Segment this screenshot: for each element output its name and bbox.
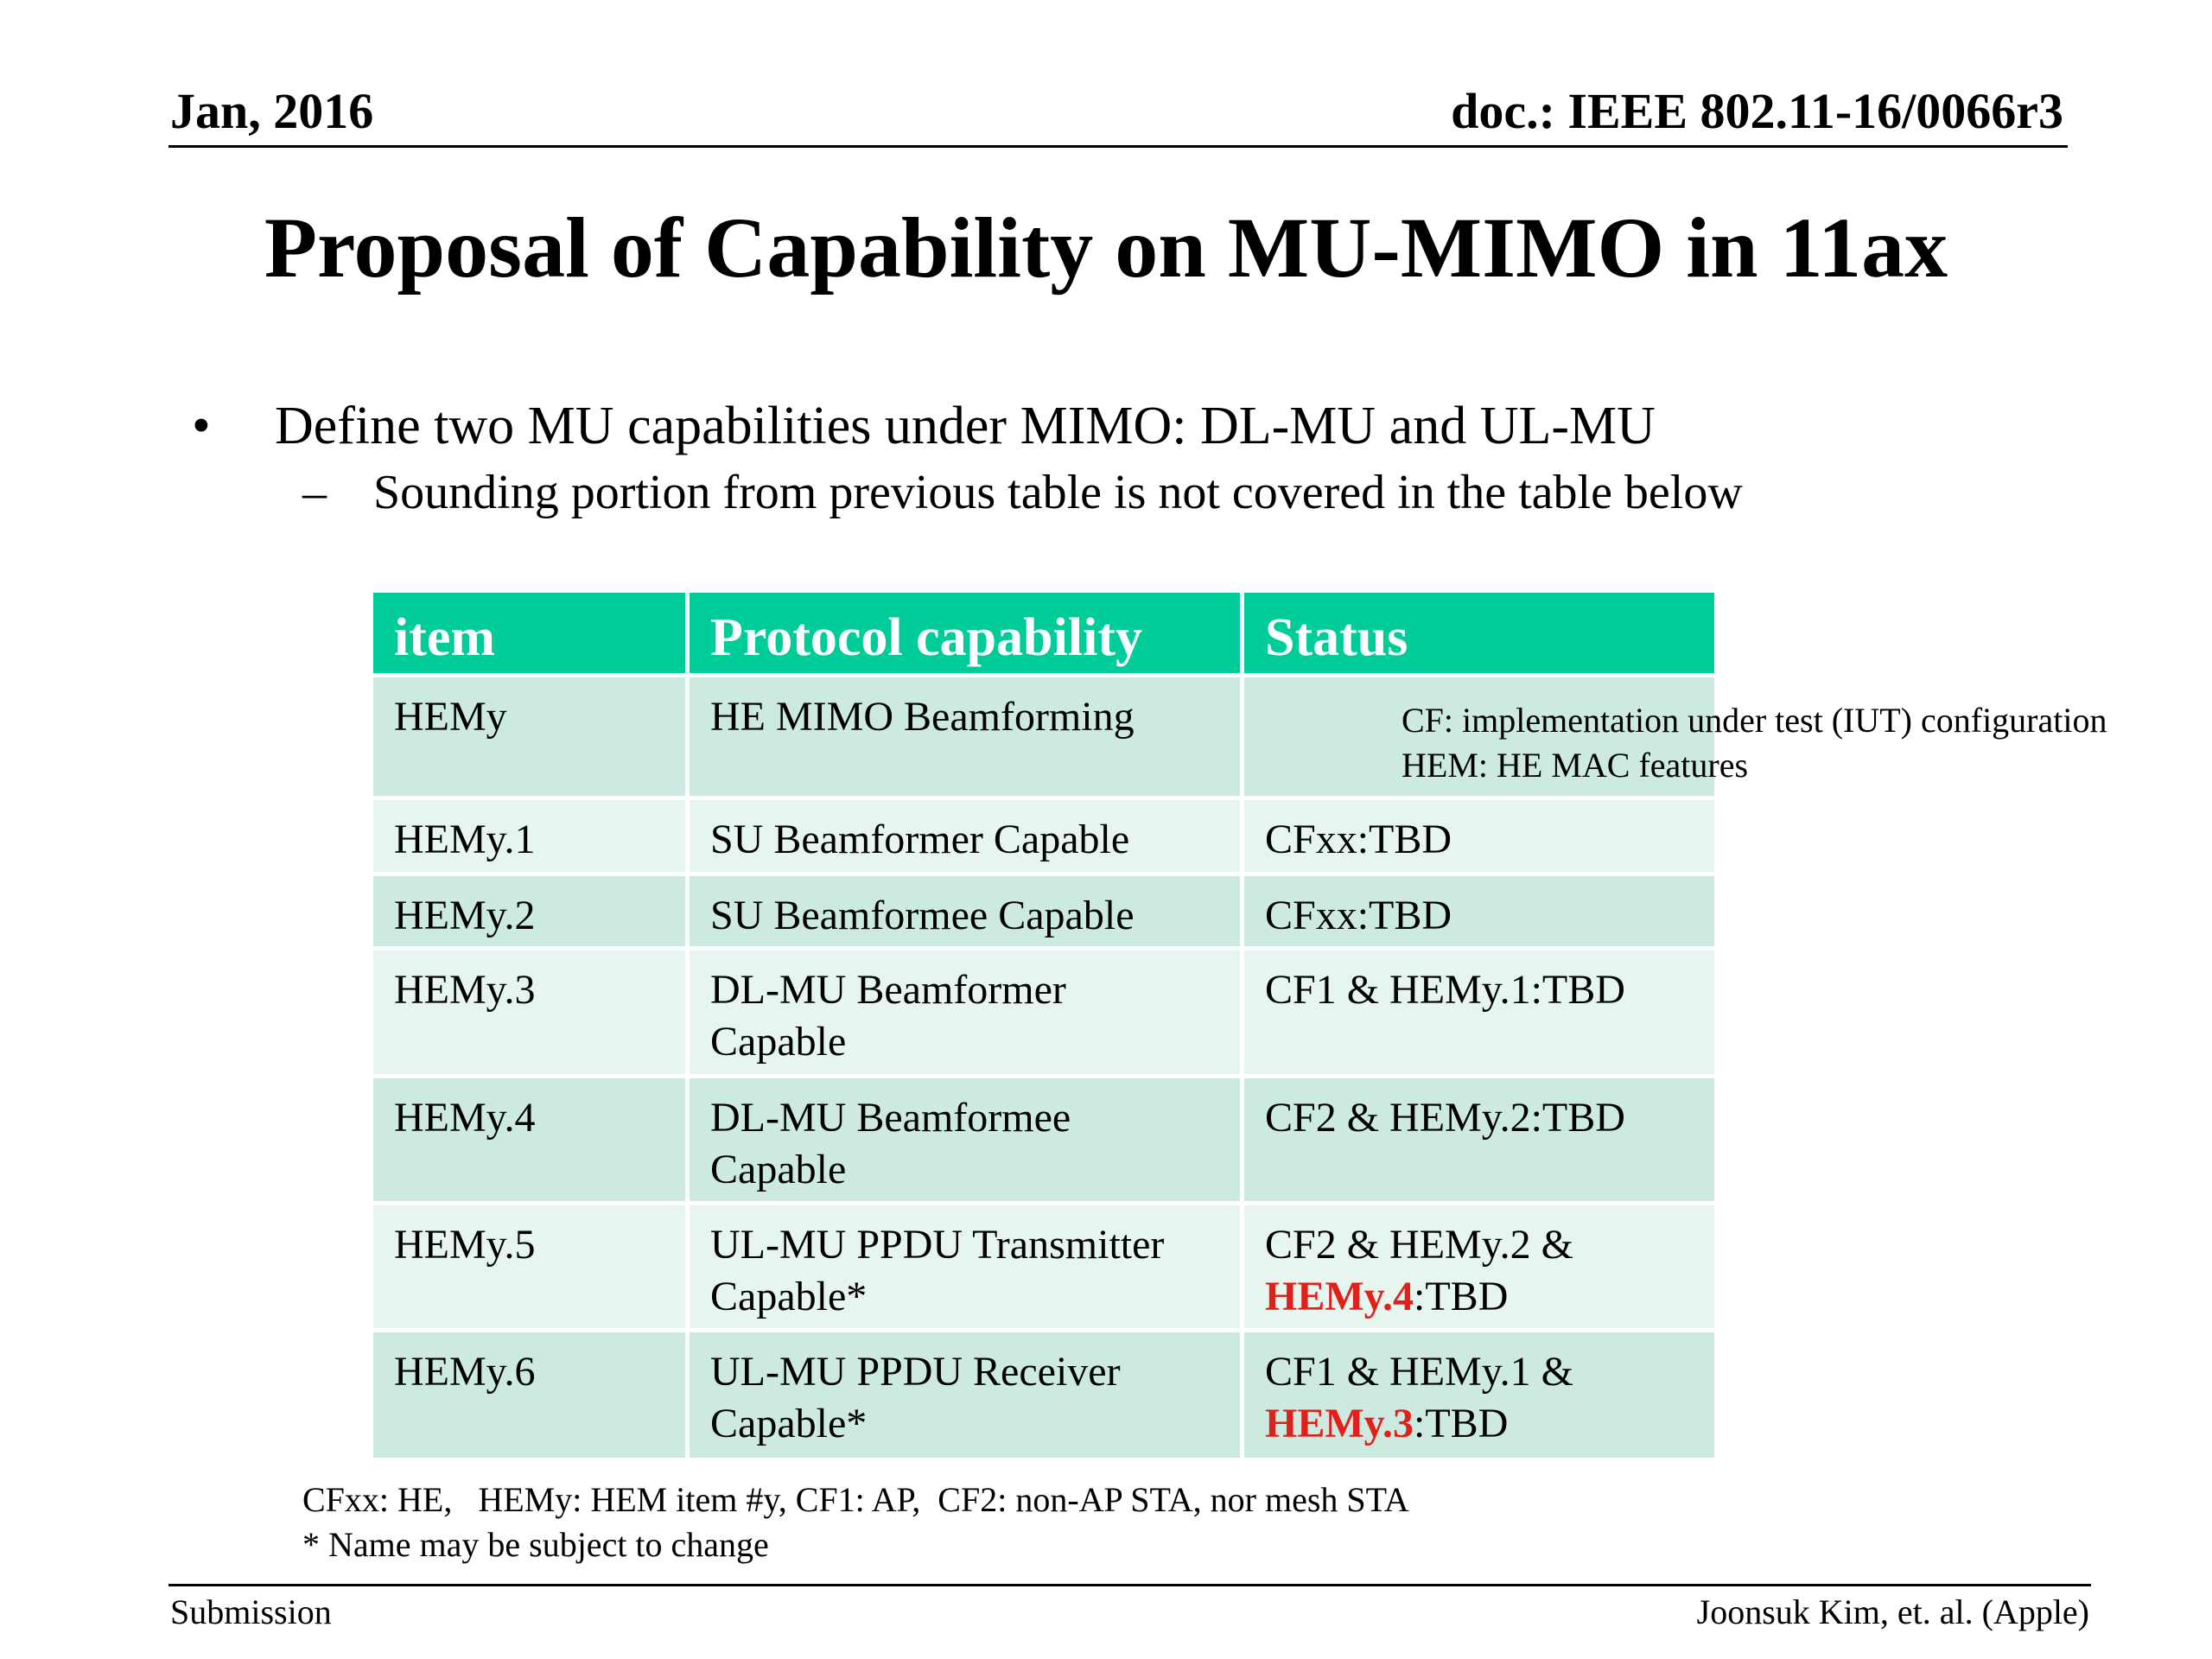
- capability-cell: [690, 950, 1244, 1074]
- table-row: [373, 1332, 1714, 1458]
- status-cell: CFxx:TBD: [1265, 817, 1452, 862]
- item-cell: HEMy.3: [373, 950, 690, 1074]
- definition-note: [1402, 698, 2107, 788]
- status-cell: [1244, 1205, 1714, 1328]
- status-highlight: HEMy.3: [1265, 1401, 1414, 1446]
- capability-line: Capable: [710, 1147, 847, 1192]
- header-divider: [168, 145, 2068, 148]
- item-cell: HEMy.4: [373, 1078, 690, 1201]
- status-highlight: HEMy.4: [1265, 1274, 1414, 1319]
- footer-author: Joonsuk Kim, et. al. (Apple): [1696, 1592, 2089, 1631]
- footnote-name-change: * Name may be subject to change: [302, 1525, 769, 1564]
- footer-submission: Submission: [170, 1592, 332, 1631]
- capability-cell: SU Beamformer Capable: [690, 800, 1244, 872]
- item-cell: HEMy.1: [373, 800, 690, 872]
- item-cell: HEMy.6: [373, 1332, 690, 1458]
- table-row: [373, 950, 1714, 1078]
- status-tail: :TBD: [1414, 1274, 1509, 1319]
- item-cell: HEMy.2: [373, 876, 690, 946]
- status-line: [1265, 1271, 1694, 1323]
- capability-line: UL-MU PPDU Transmitter: [710, 1222, 1165, 1268]
- header-date: Jan, 2016: [170, 83, 374, 139]
- capability-cell: HE MIMO Beamforming: [690, 677, 1244, 796]
- note-line: HEM: HE MAC features: [1402, 746, 1749, 785]
- slide-title: Proposal of Capability on MU-MIMO in 11ax: [264, 200, 1948, 296]
- item-cell: HEMy.5: [373, 1205, 690, 1328]
- capability-line: Capable*: [710, 1274, 868, 1319]
- status-line: CF2 & HEMy.2 &: [1265, 1222, 1573, 1268]
- header-item: item: [373, 593, 690, 673]
- note-line: CF: implementation under test (IUT) configuration: [1402, 701, 2107, 740]
- capability-line: Capable*: [710, 1401, 868, 1446]
- table-header-row: [373, 593, 1714, 677]
- header-status: Status: [1265, 608, 1408, 667]
- capability-cell: [690, 1078, 1244, 1201]
- status-line: [1265, 1398, 1694, 1450]
- status-cell: CFxx:TBD: [1265, 893, 1452, 938]
- status-tail: :TBD: [1414, 1401, 1509, 1446]
- capability-cell: [690, 1205, 1244, 1328]
- capability-line: DL-MU Beamformee: [710, 1095, 1071, 1141]
- capability-cell: SU Beamformee Capable: [690, 876, 1244, 946]
- bullet-level2: Sounding portion from previous table is not covered in the table below: [373, 466, 1743, 519]
- bullet-marker: •: [192, 397, 211, 455]
- capability-line: DL-MU Beamformer: [710, 967, 1066, 1013]
- table-row: [373, 1078, 1714, 1205]
- bullet-level1: Define two MU capabilities under MIMO: DL-MU and UL-MU: [275, 397, 1656, 455]
- status-line: CF1 & HEMy.1 &: [1265, 1349, 1573, 1395]
- status-cell: CF2 & HEMy.2:TBD: [1265, 1095, 1625, 1141]
- bullet-dash-marker: –: [302, 466, 327, 519]
- table-row: [373, 800, 1714, 876]
- footnote-abbreviations: CFxx: HE, HEMy: HEM item #y, CF1: AP, CF2: non-AP STA, nor mesh STA: [302, 1480, 1409, 1519]
- item-cell: HEMy: [373, 677, 690, 796]
- status-cell: [1244, 1332, 1714, 1458]
- table-row: [373, 876, 1714, 950]
- table-row: [373, 1205, 1714, 1332]
- capability-line: Capable: [710, 1019, 847, 1065]
- header-doc-id: doc.: IEEE 802.11-16/0066r3: [1451, 83, 2063, 139]
- footer-divider: [168, 1584, 2091, 1586]
- capability-line: UL-MU PPDU Receiver: [710, 1349, 1121, 1395]
- header-protocol-capability: Protocol capability: [690, 593, 1244, 673]
- capability-cell: [690, 1332, 1244, 1458]
- status-cell: CF1 & HEMy.1:TBD: [1265, 967, 1625, 1013]
